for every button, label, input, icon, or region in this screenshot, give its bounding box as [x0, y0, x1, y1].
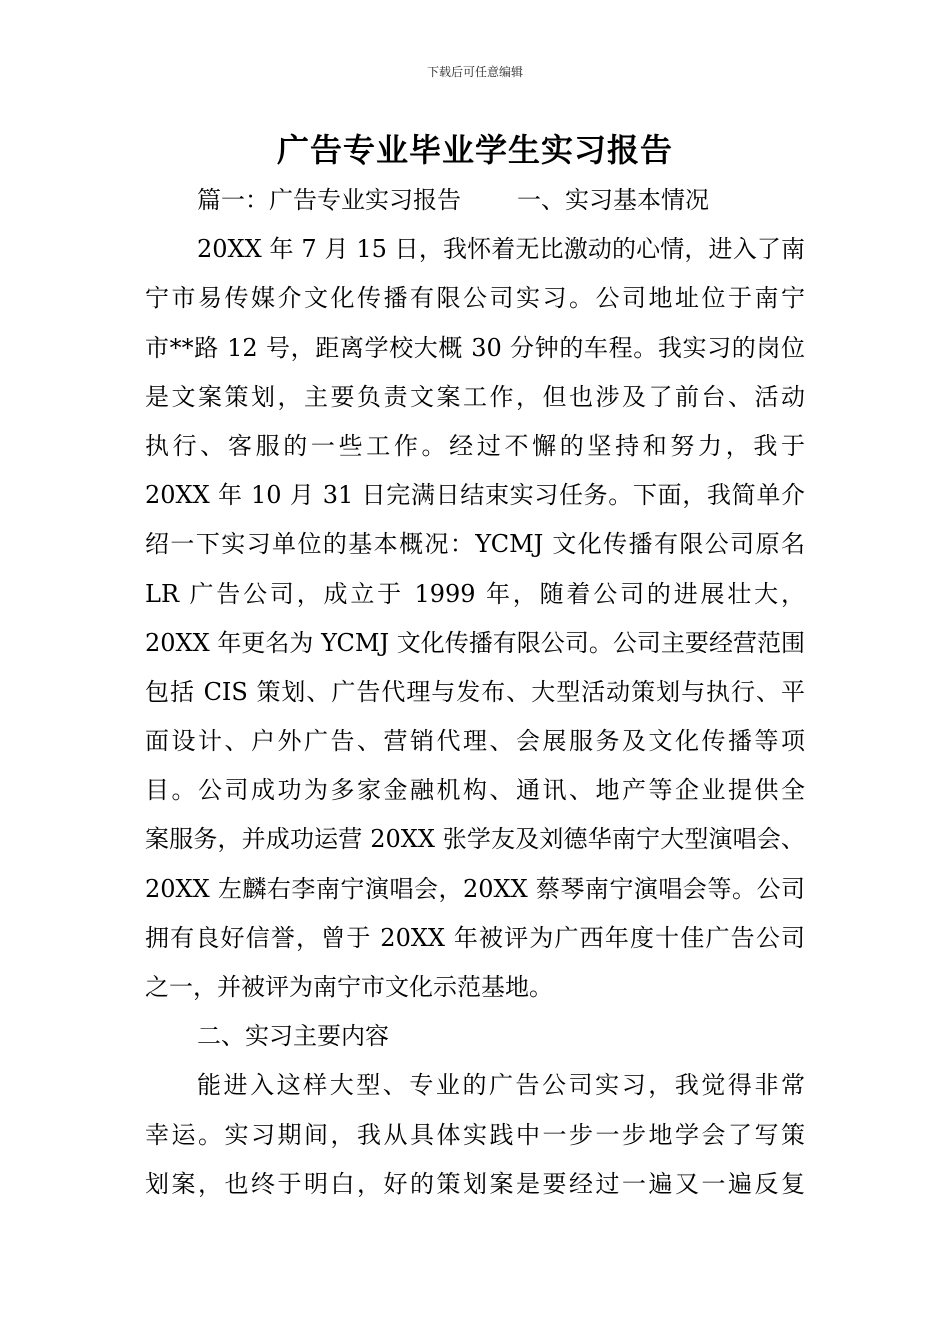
- paragraph-line: 宁市易传媒介文化传播有限公司实习。公司地址位于南宁: [145, 284, 805, 313]
- paragraph-line: 是文案策划，主要负责文案工作，但也涉及了前台、活动: [145, 382, 805, 411]
- paragraph-line: 能进入这样大型、专业的广告公司实习，我觉得非常: [197, 1071, 805, 1100]
- paragraph-line: 幸运。实习期间，我从具体实践中一步一步地学会了写策: [145, 1120, 805, 1149]
- paragraph-line: 划案，也终于明白，好的策划案是要经过一遍又一遍反复: [145, 1169, 805, 1198]
- paragraph-line: 绍一下实习单位的基本概况：YCMJ 文化传播有限公司原名: [145, 530, 805, 559]
- paragraph-line: 拥有良好信誉，曾于 20XX 年被评为广西年度十佳广告公司: [145, 923, 805, 952]
- paragraph-line: 面设计、户外广告、营销代理、会展服务及文化传播等项: [145, 727, 805, 756]
- paragraph-line: 执行、客服的一些工作。经过不懈的坚持和努力，我于: [145, 431, 805, 460]
- subtitle-left: 篇一：广告专业实习报告: [197, 186, 461, 214]
- page-header-note: 下载后可任意编辑: [426, 65, 523, 79]
- paragraph-line: 目。公司成功为多家金融机构、通讯、地产等企业提供全: [145, 776, 805, 805]
- paragraph-line: 包括 CIS 策划、广告代理与发布、大型活动策划与执行、平: [145, 677, 805, 706]
- paragraph-line: 20XX 左麟右李南宁演唱会，20XX 蔡琴南宁演唱会等。公司: [145, 874, 805, 903]
- subtitle-right: 一、实习基本情况: [517, 186, 709, 214]
- paragraph-line: 20XX 年 7 月 15 日，我怀着无比激动的心情，进入了南: [197, 235, 805, 264]
- paragraph-line: 之一，并被评为南宁市文化示范基地。: [145, 973, 553, 1001]
- paragraph-line: 20XX 年更名为 YCMJ 文化传播有限公司。公司主要经营范围: [145, 628, 805, 657]
- paragraph-line: 市**路 12 号，距离学校大概 30 分钟的车程。我实习的岗位: [145, 333, 805, 362]
- paragraph-line: 案服务，并成功运营 20XX 张学友及刘德华南宁大型演唱会、: [145, 825, 805, 854]
- paragraph-line: LR 广告公司，成立于 1999 年，随着公司的进展壮大，: [145, 579, 805, 608]
- subtitle-row: [145, 176, 805, 225]
- paragraph-1: [145, 225, 805, 1012]
- paragraph-2: [145, 1061, 805, 1209]
- document-body: [145, 176, 805, 1209]
- paragraph-line: 20XX 年 10 月 31 日完满日结束实习任务。下面，我简单介: [145, 481, 805, 510]
- document-title: 广告专业毕业学生实习报告: [276, 131, 673, 169]
- section-2-heading: 二、实习主要内容: [197, 1022, 389, 1051]
